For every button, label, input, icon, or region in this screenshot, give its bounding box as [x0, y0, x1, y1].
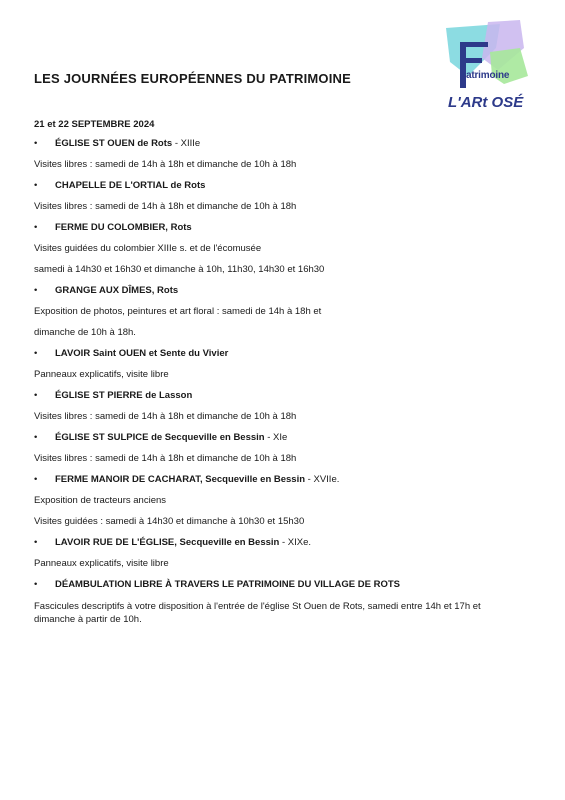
site-heading-grange-dimes [34, 285, 524, 297]
site-description: Visites libres : samedi de 14h à 18h et dimanche de 10h à 18h [34, 159, 297, 170]
site-description: Visites guidées : samedi à 14h30 et dimanche à 10h30 et 15h30 [34, 516, 305, 527]
site-century: - XIe [264, 432, 288, 443]
site-name: GRANGE AUX DÎMES, Rots [55, 285, 179, 296]
site-century: - XIXe. [279, 537, 312, 548]
site-heading-eglise-st-sulpice [34, 432, 524, 444]
site-name: LAVOIR Saint OUEN et Sente du Vivier [55, 348, 229, 359]
site-name: ÉGLISE ST OUEN de Rots [55, 138, 173, 149]
site-description: dimanche de 10h à 18h. [34, 327, 136, 338]
logo-subtitle: atrimoine [466, 70, 510, 81]
site-description: samedi à 14h30 et 16h30 et dimanche à 10h, 11h30, 14h30 et 16h30 [34, 264, 325, 275]
site-description: Panneaux explicatifs, visite libre [34, 369, 169, 380]
site-description: Visites guidées du colombier XIIIe s. et de l'écomusée [34, 243, 262, 254]
logo-name: L'ARt OSÉ [448, 94, 524, 111]
site-description: Panneaux explicatifs, visite libre [34, 558, 169, 569]
site-heading-lavoir-rue-eglise [34, 537, 524, 549]
event-date: 21 et 22 SEPTEMBRE 2024 [34, 119, 155, 130]
site-century: - XIIIe [172, 138, 201, 149]
site-name: ÉGLISE ST SULPICE de Secqueville en Bessin [55, 432, 265, 443]
site-name: DÉAMBULATION LIBRE À TRAVERS LE PATRIMOINE DU VILLAGE DE ROTS [55, 579, 400, 590]
site-heading-eglise-st-ouen [34, 138, 524, 150]
site-description: Visites libres : samedi de 14h à 18h et dimanche de 10h à 18h [34, 201, 297, 212]
site-heading-deambulation [34, 579, 524, 591]
site-description: Exposition de photos, peintures et art floral : samedi de 14h à 18h et [34, 306, 322, 317]
site-description: Exposition de tracteurs anciens [34, 495, 167, 506]
site-heading-lavoir-st-ouen [34, 348, 524, 360]
site-heading-chapelle-ortial [34, 180, 524, 192]
site-name: FERME MANOIR DE CACHARAT, Secqueville en Bessin [55, 474, 306, 485]
site-name: FERME DU COLOMBIER, Rots [55, 222, 192, 233]
site-heading-ferme-cacharat [34, 474, 524, 486]
site-description: Fascicules descriptifs à votre disposition à l'entrée de l'église St Ouen de Rots, samedi entre 14h et 17h et dimanche à partir de 10h. [34, 601, 481, 625]
site-name: ÉGLISE ST PIERRE de Lasson [55, 390, 193, 401]
site-name: CHAPELLE DE L'ORTIAL de Rots [55, 180, 206, 191]
page-title: LES JOURNÉES EUROPÉENNES DU PATRIMOINE [34, 71, 351, 86]
site-name: LAVOIR RUE DE L'ÉGLISE, Secqueville en Bessin [55, 537, 280, 548]
site-description: Visites libres : samedi de 14h à 18h et dimanche de 10h à 18h [34, 411, 297, 422]
site-heading-eglise-st-pierre [34, 390, 524, 402]
site-century: - XVIIe. [305, 474, 340, 485]
site-heading-ferme-colombier [34, 222, 524, 234]
logo [438, 18, 534, 114]
program-content [34, 119, 524, 626]
site-description: Visites libres : samedi de 14h à 18h et dimanche de 10h à 18h [34, 453, 297, 464]
